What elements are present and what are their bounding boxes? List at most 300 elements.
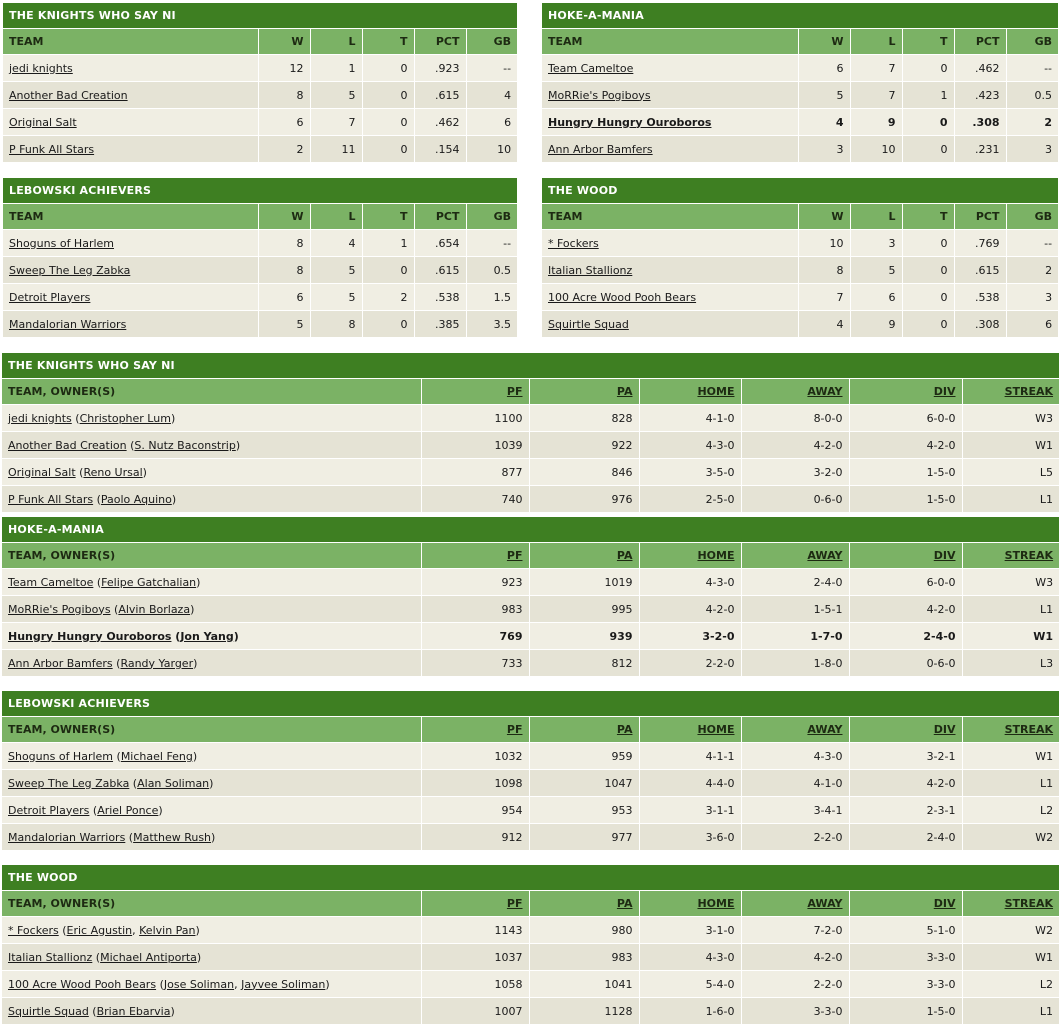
streak-cell: L5 bbox=[962, 459, 1059, 486]
sort-away-link[interactable]: AWAY bbox=[807, 897, 843, 910]
l-cell: 7 bbox=[850, 55, 902, 82]
table-row bbox=[2, 405, 1059, 432]
pf-cell: 1143 bbox=[421, 917, 529, 944]
home-cell: 3-6-0 bbox=[639, 824, 741, 851]
division-detail-table bbox=[2, 353, 1059, 512]
pa-cell: 922 bbox=[529, 432, 639, 459]
column-header-team-owners: TEAM, OWNER(S) bbox=[2, 379, 421, 405]
streak-cell: W1 bbox=[962, 623, 1059, 650]
column-header-pf bbox=[421, 891, 529, 917]
sort-pf-link[interactable]: PF bbox=[506, 897, 523, 910]
column-header-home bbox=[639, 717, 741, 743]
team-link[interactable]: Squirtle Squad bbox=[8, 1004, 89, 1018]
table-row bbox=[542, 82, 1058, 109]
t-cell: 0 bbox=[362, 82, 414, 109]
t-cell: 2 bbox=[362, 284, 414, 311]
streak-cell: L2 bbox=[962, 971, 1059, 998]
div-cell: 2-4-0 bbox=[849, 824, 962, 851]
team-cell bbox=[3, 82, 258, 109]
pf-cell: 1100 bbox=[421, 405, 529, 432]
team-owner-cell: MoRRie's Pogiboys (Alvin Borlaza) bbox=[2, 596, 421, 623]
table-row bbox=[3, 230, 517, 257]
t-cell: 0 bbox=[902, 109, 954, 136]
t-cell: 0 bbox=[362, 311, 414, 338]
column-header-pct: PCT bbox=[414, 29, 466, 55]
gb-cell: 0.5 bbox=[466, 257, 517, 284]
owner-link[interactable]: Paolo Aquino bbox=[100, 492, 172, 506]
streak-cell: W1 bbox=[962, 743, 1059, 770]
sort-pa-link[interactable]: PA bbox=[616, 723, 633, 736]
sort-div-link[interactable]: DIV bbox=[933, 385, 956, 398]
table-row bbox=[3, 311, 517, 338]
pct-cell: .615 bbox=[954, 257, 1006, 284]
t-cell: 0 bbox=[902, 136, 954, 163]
team-owner-cell: Squirtle Squad (Brian Ebarvia) bbox=[2, 998, 421, 1024]
l-cell: 9 bbox=[850, 109, 902, 136]
home-cell: 4-3-0 bbox=[639, 944, 741, 971]
owner-link[interactable]: Jose Soliman bbox=[163, 977, 235, 991]
team-link[interactable]: Shoguns of Harlem bbox=[9, 236, 115, 250]
division-title: THE KNIGHTS WHO SAY NI bbox=[2, 353, 1059, 379]
gb-cell: 1.5 bbox=[466, 284, 517, 311]
column-header-streak bbox=[962, 543, 1059, 569]
home-cell: 2-5-0 bbox=[639, 486, 741, 513]
streak-cell: W1 bbox=[962, 944, 1059, 971]
owner-link[interactable]: Matthew Rush bbox=[133, 830, 212, 844]
pa-cell: 1047 bbox=[529, 770, 639, 797]
w-cell: 6 bbox=[798, 55, 850, 82]
team-cell bbox=[3, 230, 258, 257]
pct-cell: .923 bbox=[414, 55, 466, 82]
home-cell: 3-2-0 bbox=[639, 623, 741, 650]
standings-table bbox=[542, 3, 1058, 162]
sort-streak-link[interactable]: STREAK bbox=[1004, 897, 1054, 910]
column-header-team: TEAM bbox=[3, 204, 258, 230]
div-cell: 4-2-0 bbox=[849, 432, 962, 459]
home-cell: 5-4-0 bbox=[639, 971, 741, 998]
table-row bbox=[2, 971, 1059, 998]
sort-pf-link[interactable]: PF bbox=[506, 385, 523, 398]
owner-link[interactable]: Randy Yarger bbox=[120, 656, 194, 670]
sort-pa-link[interactable]: PA bbox=[616, 549, 633, 562]
team-owner-cell: Shoguns of Harlem (Michael Feng) bbox=[2, 743, 421, 770]
division-detail-table bbox=[2, 517, 1059, 676]
sort-away-link[interactable]: AWAY bbox=[807, 723, 843, 736]
team-link[interactable]: Mandalorian Warriors bbox=[9, 317, 127, 331]
table-row bbox=[2, 486, 1059, 513]
owner-link[interactable]: Alvin Borlaza bbox=[118, 602, 191, 616]
gb-cell: -- bbox=[466, 230, 517, 257]
away-cell: 3-3-0 bbox=[741, 998, 849, 1024]
team-owner-cell: * Fockers (Eric Agustin, Kelvin Pan) bbox=[2, 917, 421, 944]
pa-cell: 939 bbox=[529, 623, 639, 650]
away-cell: 2-2-0 bbox=[741, 971, 849, 998]
pct-cell: .308 bbox=[954, 311, 1006, 338]
owner-link[interactable]: Ariel Ponce bbox=[97, 803, 159, 817]
table-row bbox=[542, 284, 1058, 311]
gb-cell: 3 bbox=[1006, 136, 1058, 163]
team-link[interactable]: Italian Stallionz bbox=[8, 950, 93, 964]
away-cell: 1-7-0 bbox=[741, 623, 849, 650]
sort-pa-link[interactable]: PA bbox=[616, 385, 633, 398]
column-header-pct: PCT bbox=[954, 29, 1006, 55]
home-cell: 3-1-1 bbox=[639, 797, 741, 824]
column-header-streak bbox=[962, 891, 1059, 917]
team-link[interactable]: Sweep The Leg Zabka bbox=[8, 776, 130, 790]
l-cell: 5 bbox=[310, 284, 362, 311]
column-header-away bbox=[741, 543, 849, 569]
home-cell: 4-3-0 bbox=[639, 432, 741, 459]
column-header-div bbox=[849, 379, 962, 405]
owner-link[interactable]: Michael Feng bbox=[120, 749, 193, 763]
sort-home-link[interactable]: HOME bbox=[697, 385, 735, 398]
table-row bbox=[2, 569, 1059, 596]
pa-cell: 976 bbox=[529, 486, 639, 513]
owner-link[interactable]: Jon Yang bbox=[180, 629, 234, 643]
division-title: LEBOWSKI ACHIEVERS bbox=[2, 691, 1059, 717]
column-header-t: T bbox=[902, 204, 954, 230]
team-cell bbox=[542, 311, 798, 338]
w-cell: 6 bbox=[258, 109, 310, 136]
column-header-w: W bbox=[258, 29, 310, 55]
gb-cell: -- bbox=[466, 55, 517, 82]
div-cell: 4-2-0 bbox=[849, 770, 962, 797]
t-cell: 0 bbox=[362, 257, 414, 284]
column-header-pa bbox=[529, 891, 639, 917]
table-row bbox=[542, 55, 1058, 82]
l-cell: 5 bbox=[850, 257, 902, 284]
team-link[interactable]: jedi knights bbox=[8, 411, 72, 425]
table-row bbox=[3, 257, 517, 284]
pf-cell: 733 bbox=[421, 650, 529, 677]
pct-cell: .385 bbox=[414, 311, 466, 338]
pct-cell: .462 bbox=[954, 55, 1006, 82]
team-link[interactable]: Another Bad Creation bbox=[8, 438, 127, 452]
team-cell bbox=[3, 257, 258, 284]
team-link[interactable]: P Funk All Stars bbox=[9, 142, 95, 156]
t-cell: 0 bbox=[362, 109, 414, 136]
team-cell bbox=[3, 311, 258, 338]
column-header-gb: GB bbox=[1006, 29, 1058, 55]
t-cell: 0 bbox=[902, 311, 954, 338]
pa-cell: 846 bbox=[529, 459, 639, 486]
pf-cell: 1032 bbox=[421, 743, 529, 770]
column-header-l: L bbox=[850, 204, 902, 230]
team-link[interactable]: Ann Arbor Bamfers bbox=[8, 656, 113, 670]
div-cell: 3-2-1 bbox=[849, 743, 962, 770]
division-title: THE KNIGHTS WHO SAY NI bbox=[3, 3, 517, 29]
gb-cell: -- bbox=[1006, 55, 1058, 82]
w-cell: 8 bbox=[798, 257, 850, 284]
column-header-away bbox=[741, 379, 849, 405]
table-row bbox=[2, 998, 1059, 1024]
pct-cell: .615 bbox=[414, 82, 466, 109]
table-row bbox=[2, 596, 1059, 623]
sort-home-link[interactable]: HOME bbox=[697, 897, 735, 910]
div-cell: 0-6-0 bbox=[849, 650, 962, 677]
home-cell: 4-3-0 bbox=[639, 569, 741, 596]
column-header-div bbox=[849, 717, 962, 743]
pf-cell: 923 bbox=[421, 569, 529, 596]
away-cell: 2-4-0 bbox=[741, 569, 849, 596]
pa-cell: 977 bbox=[529, 824, 639, 851]
t-cell: 0 bbox=[902, 55, 954, 82]
pa-cell: 812 bbox=[529, 650, 639, 677]
pct-cell: .538 bbox=[954, 284, 1006, 311]
l-cell: 7 bbox=[850, 82, 902, 109]
away-cell: 7-2-0 bbox=[741, 917, 849, 944]
home-cell: 4-4-0 bbox=[639, 770, 741, 797]
column-header-team-owners: TEAM, OWNER(S) bbox=[2, 891, 421, 917]
sort-pf-link[interactable]: PF bbox=[506, 723, 523, 736]
team-link[interactable]: 100 Acre Wood Pooh Bears bbox=[8, 977, 157, 991]
sort-streak-link[interactable]: STREAK bbox=[1004, 385, 1054, 398]
gb-cell: 0.5 bbox=[1006, 82, 1058, 109]
owner-link[interactable]: Alan Soliman bbox=[137, 776, 210, 790]
division-title: HOKE-A-MANIA bbox=[2, 517, 1059, 543]
standings-table bbox=[3, 3, 517, 162]
team-cell bbox=[542, 109, 798, 136]
column-header-home bbox=[639, 543, 741, 569]
l-cell: 6 bbox=[850, 284, 902, 311]
sort-home-link[interactable]: HOME bbox=[697, 549, 735, 562]
l-cell: 4 bbox=[310, 230, 362, 257]
team-owner-cell: Another Bad Creation (S. Nutz Baconstrip) bbox=[2, 432, 421, 459]
column-header-pa bbox=[529, 543, 639, 569]
column-header-l: L bbox=[850, 29, 902, 55]
owner-link[interactable]: Michael Antiporta bbox=[100, 950, 197, 964]
streak-cell: W1 bbox=[962, 432, 1059, 459]
sort-div-link[interactable]: DIV bbox=[933, 723, 956, 736]
pf-cell: 912 bbox=[421, 824, 529, 851]
owner-link[interactable]: Felipe Gatchalian bbox=[101, 575, 197, 589]
pf-cell: 1098 bbox=[421, 770, 529, 797]
team-owner-cell: Ann Arbor Bamfers (Randy Yarger) bbox=[2, 650, 421, 677]
team-link[interactable]: Team Cameltoe bbox=[8, 575, 94, 589]
team-link[interactable]: Ann Arbor Bamfers bbox=[548, 142, 653, 156]
team-owner-cell: Mandalorian Warriors (Matthew Rush) bbox=[2, 824, 421, 851]
column-header-pf bbox=[421, 543, 529, 569]
column-header-l: L bbox=[310, 204, 362, 230]
column-header-l: L bbox=[310, 29, 362, 55]
team-link[interactable]: 100 Acre Wood Pooh Bears bbox=[548, 290, 697, 304]
l-cell: 7 bbox=[310, 109, 362, 136]
division-title: LEBOWSKI ACHIEVERS bbox=[3, 178, 517, 204]
column-header-pa bbox=[529, 379, 639, 405]
table-row bbox=[542, 257, 1058, 284]
team-link[interactable]: * Fockers bbox=[548, 236, 599, 250]
owner-link[interactable]: S. Nutz Baconstrip bbox=[134, 438, 236, 452]
gb-cell: 3.5 bbox=[466, 311, 517, 338]
team-link[interactable]: Italian Stallionz bbox=[548, 263, 633, 277]
l-cell: 9 bbox=[850, 311, 902, 338]
owner-link[interactable]: Brian Ebarvia bbox=[96, 1004, 171, 1018]
column-header-w: W bbox=[798, 29, 850, 55]
column-header-team-owners: TEAM, OWNER(S) bbox=[2, 543, 421, 569]
table-row bbox=[2, 944, 1059, 971]
owner-link[interactable]: Kelvin Pan bbox=[139, 923, 196, 937]
team-link[interactable]: Squirtle Squad bbox=[548, 317, 629, 331]
table-row bbox=[2, 824, 1059, 851]
away-cell: 4-1-0 bbox=[741, 770, 849, 797]
w-cell: 8 bbox=[258, 257, 310, 284]
team-link[interactable]: Sweep The Leg Zabka bbox=[9, 263, 131, 277]
div-cell: 3-3-0 bbox=[849, 944, 962, 971]
team-link[interactable]: MoRRie's Pogiboys bbox=[548, 88, 651, 102]
team-cell bbox=[3, 109, 258, 136]
team-link[interactable]: Detroit Players bbox=[8, 803, 90, 817]
sort-div-link[interactable]: DIV bbox=[933, 549, 956, 562]
away-cell: 8-0-0 bbox=[741, 405, 849, 432]
l-cell: 5 bbox=[310, 257, 362, 284]
team-cell bbox=[542, 284, 798, 311]
div-cell: 4-2-0 bbox=[849, 596, 962, 623]
owner-link[interactable]: Reno Ursal bbox=[83, 465, 143, 479]
team-cell bbox=[3, 55, 258, 82]
home-cell: 4-2-0 bbox=[639, 596, 741, 623]
team-owner-cell: Italian Stallionz (Michael Antiporta) bbox=[2, 944, 421, 971]
sort-div-link[interactable]: DIV bbox=[933, 897, 956, 910]
away-cell: 3-4-1 bbox=[741, 797, 849, 824]
w-cell: 8 bbox=[258, 82, 310, 109]
column-header-t: T bbox=[362, 204, 414, 230]
gb-cell: 6 bbox=[466, 109, 517, 136]
streak-cell: L1 bbox=[962, 770, 1059, 797]
column-header-away bbox=[741, 891, 849, 917]
sort-away-link[interactable]: AWAY bbox=[807, 549, 843, 562]
sort-pa-link[interactable]: PA bbox=[616, 897, 633, 910]
div-cell: 6-0-0 bbox=[849, 569, 962, 596]
team-cell bbox=[542, 82, 798, 109]
sort-streak-link[interactable]: STREAK bbox=[1004, 549, 1054, 562]
pct-cell: .231 bbox=[954, 136, 1006, 163]
div-cell: 5-1-0 bbox=[849, 917, 962, 944]
standings-table bbox=[542, 178, 1058, 337]
team-link[interactable]: Hungry Hungry Ouroboros bbox=[8, 629, 172, 643]
pa-cell: 828 bbox=[529, 405, 639, 432]
team-link[interactable]: Mandalorian Warriors bbox=[8, 830, 126, 844]
team-link[interactable]: * Fockers bbox=[8, 923, 59, 937]
pct-cell: .154 bbox=[414, 136, 466, 163]
w-cell: 10 bbox=[798, 230, 850, 257]
sort-streak-link[interactable]: STREAK bbox=[1004, 723, 1054, 736]
team-link[interactable]: Team Cameltoe bbox=[548, 61, 634, 75]
away-cell: 4-2-0 bbox=[741, 944, 849, 971]
team-link[interactable]: Original Salt bbox=[8, 465, 76, 479]
owner-link[interactable]: Jayvee Soliman bbox=[241, 977, 326, 991]
streak-cell: W3 bbox=[962, 405, 1059, 432]
l-cell: 1 bbox=[310, 55, 362, 82]
team-cell bbox=[542, 257, 798, 284]
team-link[interactable]: Detroit Players bbox=[9, 290, 91, 304]
pa-cell: 983 bbox=[529, 944, 639, 971]
streak-cell: L1 bbox=[962, 998, 1059, 1024]
team-owner-cell: Sweep The Leg Zabka (Alan Soliman) bbox=[2, 770, 421, 797]
column-header-gb: GB bbox=[1006, 204, 1058, 230]
column-header-team: TEAM bbox=[542, 29, 798, 55]
t-cell: 0 bbox=[362, 136, 414, 163]
gb-cell: 3 bbox=[1006, 284, 1058, 311]
owner-link[interactable]: Eric Agustin bbox=[66, 923, 133, 937]
pf-cell: 877 bbox=[421, 459, 529, 486]
team-link[interactable]: jedi knights bbox=[9, 61, 73, 75]
team-link[interactable]: Hungry Hungry Ouroboros bbox=[548, 115, 712, 129]
table-row bbox=[3, 82, 517, 109]
team-owner-cell: Detroit Players (Ariel Ponce) bbox=[2, 797, 421, 824]
team-link[interactable]: P Funk All Stars bbox=[8, 492, 94, 506]
table-row bbox=[2, 917, 1059, 944]
pa-cell: 1128 bbox=[529, 998, 639, 1024]
home-cell: 2-2-0 bbox=[639, 650, 741, 677]
pct-cell: .769 bbox=[954, 230, 1006, 257]
home-cell: 3-1-0 bbox=[639, 917, 741, 944]
team-owner-cell: Original Salt (Reno Ursal) bbox=[2, 459, 421, 486]
team-owner-cell: P Funk All Stars (Paolo Aquino) bbox=[2, 486, 421, 513]
team-cell bbox=[3, 284, 258, 311]
column-header-w: W bbox=[258, 204, 310, 230]
team-link[interactable]: Another Bad Creation bbox=[9, 88, 128, 102]
table-row bbox=[2, 432, 1059, 459]
pct-cell: .538 bbox=[414, 284, 466, 311]
team-link[interactable]: MoRRie's Pogiboys bbox=[8, 602, 111, 616]
standings-table bbox=[3, 178, 517, 337]
pa-cell: 953 bbox=[529, 797, 639, 824]
column-header-away bbox=[741, 717, 849, 743]
t-cell: 1 bbox=[902, 82, 954, 109]
team-owner-cell: jedi knights (Christopher Lum) bbox=[2, 405, 421, 432]
w-cell: 4 bbox=[798, 109, 850, 136]
sort-pf-link[interactable]: PF bbox=[506, 549, 523, 562]
w-cell: 12 bbox=[258, 55, 310, 82]
t-cell: 0 bbox=[902, 284, 954, 311]
division-detail-table bbox=[2, 691, 1059, 850]
gb-cell: 4 bbox=[466, 82, 517, 109]
away-cell: 4-3-0 bbox=[741, 743, 849, 770]
pct-cell: .423 bbox=[954, 82, 1006, 109]
table-row bbox=[3, 136, 517, 163]
sort-home-link[interactable]: HOME bbox=[697, 723, 735, 736]
div-cell: 3-3-0 bbox=[849, 971, 962, 998]
w-cell: 7 bbox=[798, 284, 850, 311]
div-cell: 6-0-0 bbox=[849, 405, 962, 432]
div-cell: 1-5-0 bbox=[849, 459, 962, 486]
w-cell: 8 bbox=[258, 230, 310, 257]
team-link[interactable]: Shoguns of Harlem bbox=[8, 749, 114, 763]
gb-cell: 2 bbox=[1006, 109, 1058, 136]
division-detail-table bbox=[2, 865, 1059, 1024]
owner-link[interactable]: Christopher Lum bbox=[79, 411, 171, 425]
team-link[interactable]: Original Salt bbox=[9, 115, 77, 129]
column-header-t: T bbox=[362, 29, 414, 55]
pf-cell: 769 bbox=[421, 623, 529, 650]
table-row bbox=[3, 284, 517, 311]
column-header-home bbox=[639, 891, 741, 917]
column-header-gb: GB bbox=[466, 29, 517, 55]
column-header-pct: PCT bbox=[954, 204, 1006, 230]
column-header-streak bbox=[962, 717, 1059, 743]
home-cell: 4-1-0 bbox=[639, 405, 741, 432]
t-cell: 0 bbox=[902, 257, 954, 284]
t-cell: 1 bbox=[362, 230, 414, 257]
sort-away-link[interactable]: AWAY bbox=[807, 385, 843, 398]
table-row bbox=[2, 623, 1059, 650]
pf-cell: 983 bbox=[421, 596, 529, 623]
column-header-div bbox=[849, 891, 962, 917]
team-cell bbox=[542, 55, 798, 82]
table-row bbox=[542, 311, 1058, 338]
pf-cell: 1007 bbox=[421, 998, 529, 1024]
pa-cell: 1019 bbox=[529, 569, 639, 596]
